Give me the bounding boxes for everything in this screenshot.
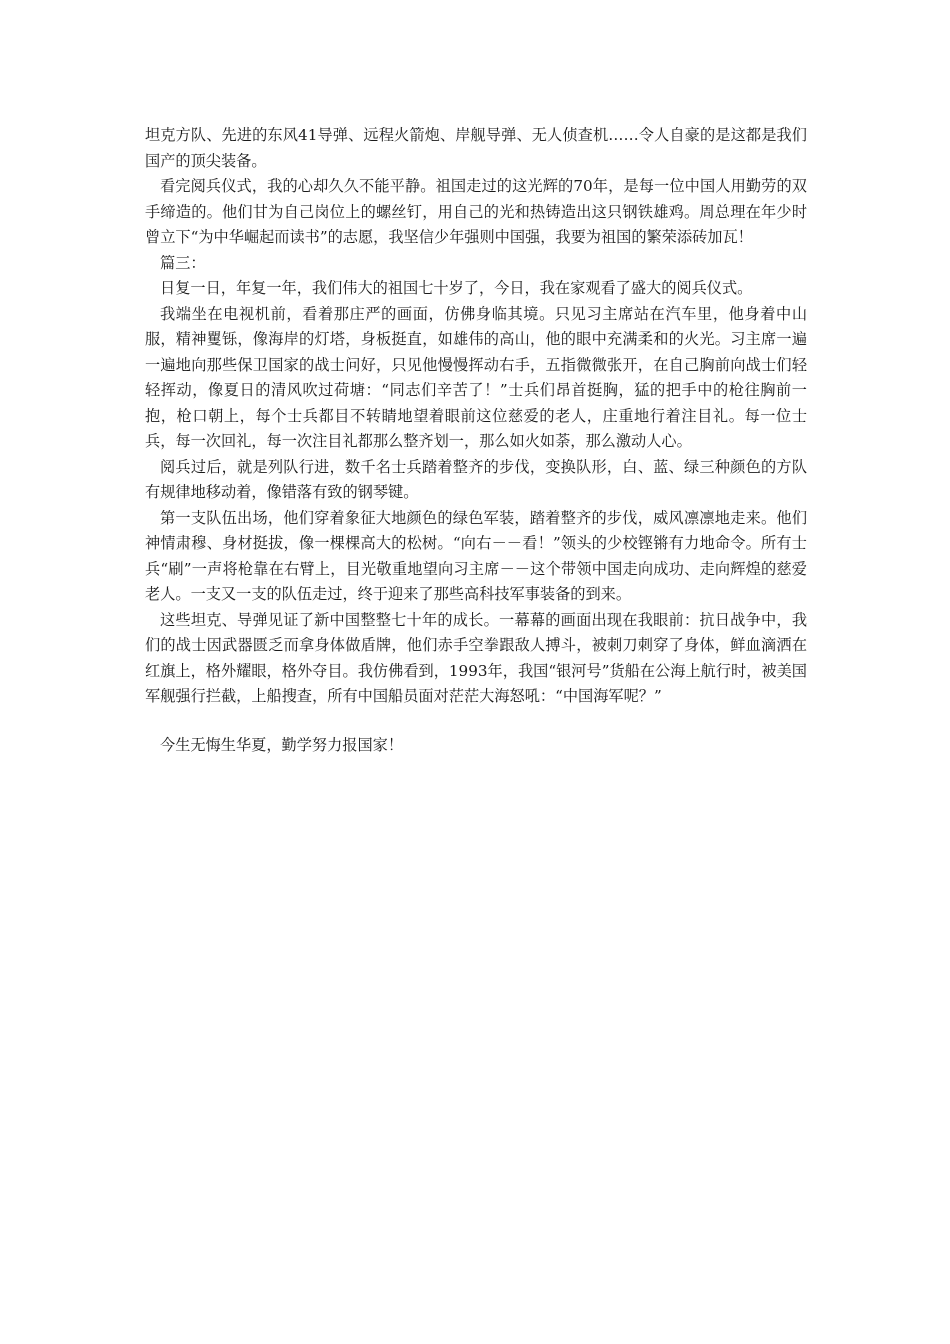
section-heading: 篇三： bbox=[160, 253, 206, 272]
paragraph-7: 这些坦克、导弹见证了新中国整整七十年的成长。一幕幕的画面出现在我眼前：抗日战争中，我们的战士因武器匮乏而拿身体做盾牌，他们赤手空拳跟敌人搏斗，被刺刀刺穿了身体，鲜血滴洒在红旗上，格外耀眼，格外夺目。我仿佛看到，1993年，我国“银河号”货船在公海上航行时，被美国军舰强行拦截，上船搜查，所有中国船员面对茫茫大海怒吼：“中国海军呢？” bbox=[145, 610, 807, 705]
paragraph-5: 阅兵过后，就是列队行进，数千名士兵踏着整齐的步伐，变换队形，白、蓝、绿三种颜色的方队有规律地移动着，像错落有致的钢琴键。 bbox=[145, 457, 807, 501]
closing-line: 今生无悔生华夏，勤学努力报国家！ bbox=[160, 735, 403, 754]
paragraph-6: 第一支队伍出场，他们穿着象征大地颜色的绿色军装，踏着整齐的步伐，威风凛凛地走来。他们神情肃穆、身材挺拔，像一棵棵高大的松树。“向右－－看！”领头的少校铿锵有力地命令。所有士兵“刷”一声将枪靠在右臂上，目光敬重地望向习主席－－这个带领中国走向成功、走向辉煌的慈爱老人。一支又一支的队伍走过，终于迎来了那些高科技军事装备的到来。 bbox=[145, 508, 807, 603]
article-body bbox=[145, 123, 807, 758]
paragraph-1: 坦克方队、先进的东风41导弹、远程火箭炮、岸舰导弹、无人侦查机……令人自豪的是这都是我们国产的顶尖装备。 bbox=[145, 126, 807, 170]
paragraph-2: 看完阅兵仪式，我的心却久久不能平静。祖国走过的这光辉的70年，是每一位中国人用勤劳的双手缔造的。他们甘为自己岗位上的螺丝钉，用自己的光和热铸造出这只钢铁雄鸡。周总理在年少时曾立下“为中华崛起而读书”的志愿，我坚信少年强则中国强，我要为祖国的繁荣添砖加瓦！ bbox=[145, 177, 807, 246]
paragraph-4: 我端坐在电视机前，看着那庄严的画面，仿佛身临其境。只见习主席站在汽车里，他身着中山服，精神矍铄，像海岸的灯塔，身板挺直，如雄伟的高山，他的眼中充满柔和的火光。习主席一遍一遍地向那些保卫国家的战士问好，只见他慢慢挥动右手，五指微微张开，在自己胸前向战士们轻轻挥动，像夏日的清风吹过荷塘：“同志们辛苦了！”士兵们昂首挺胸，猛的把手中的枪往胸前一抱，枪口朝上，每个士兵都目不转睛地望着眼前这位慈爱的老人，庄重地行着注目礼。每一位士兵，每一次回礼，每一次注目礼都那么整齐划一，那么如火如荼，那么激动人心。 bbox=[145, 304, 807, 450]
paragraph-gap bbox=[145, 710, 807, 733]
paragraph-3: 日复一日，年复一年，我们伟大的祖国七十岁了，今日，我在家观看了盛大的阅兵仪式。 bbox=[160, 279, 753, 297]
